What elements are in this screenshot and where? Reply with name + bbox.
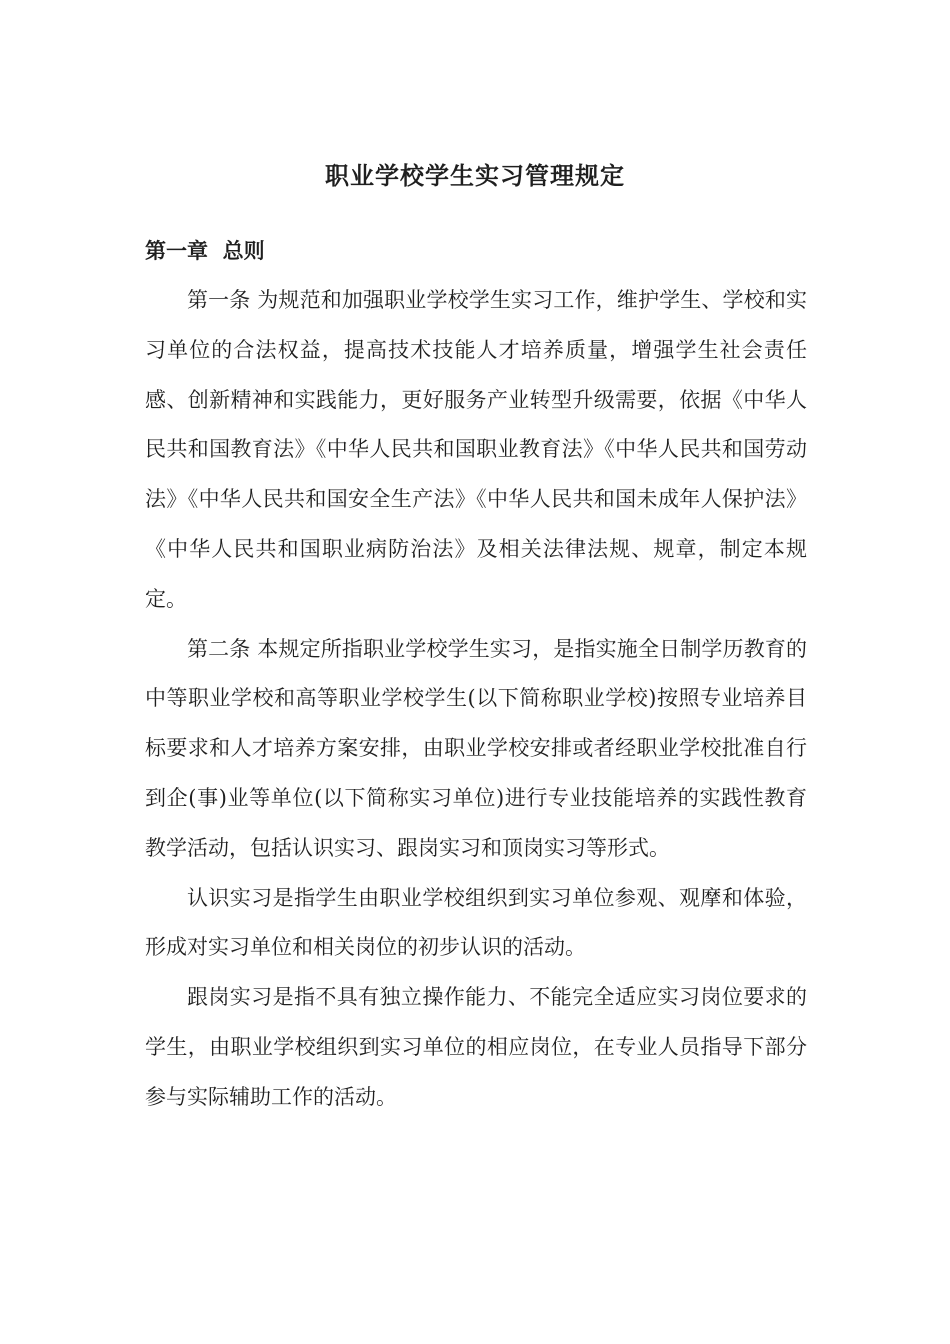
document-title: 职业学校学生实习管理规定 [325, 161, 625, 190]
paragraph-cognitive-internship: 认识实习是指学生由职业学校组织到实习单位参观、观摩和体验，形成对实习单位和相关岗位的初步认识的活动。 [145, 885, 807, 960]
paragraph-article-2: 第二条 本规定所指职业学校学生实习，是指实施全日制学历教育的中等职业学校和高等职业学校学生(以下简称职业学校)按照专业培养目标要求和人才培养方案安排，由职业学校安排或者经职业学校批准自行到企(事)业等单位(以下简称实习单位)进行专业技能培养的实践性教育教学活动，包括认识实习、跟岗实习和顶岗实习等形式。 [145, 636, 807, 860]
document-body [145, 276, 807, 1123]
chapter-heading: 第一章 总则 [145, 238, 265, 263]
paragraph-shadow-internship: 跟岗实习是指不具有独立操作能力、不能完全适应实习岗位要求的学生，由职业学校组织到实习单位的相应岗位，在专业人员指导下部分参与实际辅助工作的活动。 [145, 985, 807, 1109]
paragraph-article-1: 第一条 为规范和加强职业学校学生实习工作，维护学生、学校和实习单位的合法权益，提高技术技能人才培养质量，增强学生社会责任感、创新精神和实践能力，更好服务产业转型升级需要，依据《中华人民共和国教育法》《中华人民共和国职业教育法》《中华人民共和国劳动法》《中华人民共和国安全生产法》《中华人民共和国未成年人保护法》《中华人民共和国职业病防治法》及相关法律法规、规章，制定本规定。 [145, 288, 807, 611]
